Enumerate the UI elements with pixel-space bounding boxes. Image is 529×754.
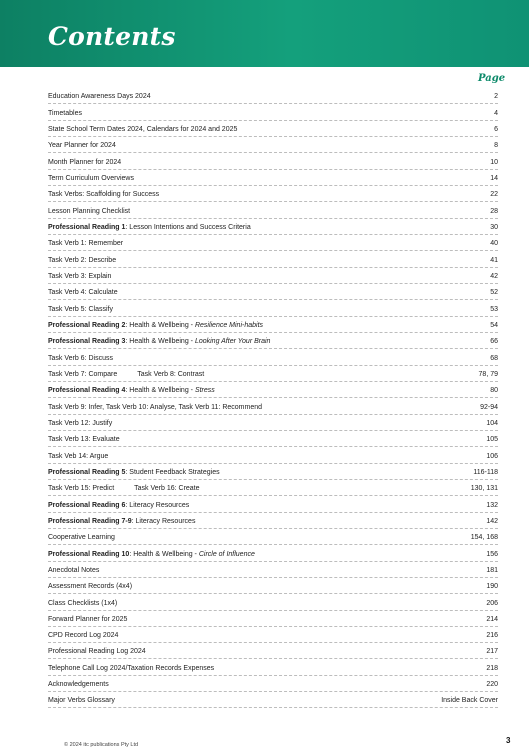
toc-entry[interactable]: [48, 186, 498, 202]
toc-entry[interactable]: [48, 627, 498, 643]
toc-entry-bold: Professional Reading 3: [48, 338, 126, 346]
toc-entry-text: Task Verb 3: Explain: [48, 272, 112, 280]
toc-entry-label: [48, 599, 117, 608]
toc-entry-label: [48, 533, 115, 542]
toc-entry-label: [48, 272, 111, 281]
toc-entry-label: [48, 174, 134, 183]
toc-entry[interactable]: [48, 317, 498, 333]
toc-entry-page: 130, 131: [470, 485, 498, 493]
toc-entry-text: Task Verb 9: Infer, Task Verb 10: Analyse, Task Verb 11: Recommend: [48, 403, 263, 411]
toc-entry-page: 214: [486, 615, 498, 623]
toc-entry[interactable]: [48, 692, 498, 708]
toc-entry-page: 42: [490, 272, 498, 280]
toc-entry-page: 190: [486, 583, 498, 591]
toc-entry-label: [48, 288, 118, 297]
toc-entry-text: Forward Planner for 2025: [48, 615, 128, 623]
toc-entry-text: : Literacy Resources: [131, 517, 196, 525]
toc-entry-text: Assessment Records (4x4): [48, 583, 133, 591]
toc-entry-text: Task Verb 7: Compare: [48, 370, 118, 378]
toc-entry[interactable]: [48, 578, 498, 594]
toc-entry-page: 218: [486, 664, 498, 672]
toc-entry-label: [48, 141, 116, 150]
toc-entry-text: State School Term Dates 2024, Calendars for 2024 and 2025: [48, 125, 238, 133]
toc-entry[interactable]: [48, 496, 498, 512]
toc-entry-second-label: Task Verb 16: Create: [134, 485, 200, 493]
toc-entry-text: Task Verb 4: Calculate: [48, 289, 118, 297]
toc-entry-text: Lesson Planning Checklist: [48, 207, 131, 215]
toc-entry-italic: Stress: [194, 387, 215, 395]
toc-entry-page: 78, 79: [478, 370, 498, 378]
toc-entry-page: 28: [490, 207, 498, 215]
toc-entry[interactable]: [48, 480, 498, 496]
toc-entry-page: 41: [490, 256, 498, 264]
toc-entry[interactable]: [48, 235, 498, 251]
toc-entry-text: Cooperative Learning: [48, 534, 115, 542]
toc-entry-bold: Professional Reading 4: [48, 387, 126, 395]
toc-entry-text: : Health & Wellbeing -: [125, 321, 195, 329]
toc-entry-text: Task Verb 5: Classify: [48, 305, 113, 313]
toc-entry-label: [48, 550, 255, 559]
toc-entry[interactable]: [48, 529, 498, 545]
toc-entry-page: 53: [490, 305, 498, 313]
toc-entry[interactable]: [48, 251, 498, 267]
toc-entry-text: : Student Feedback Strategies: [125, 468, 220, 476]
toc-entry-text: : Health & Wellbeing -: [125, 338, 195, 346]
toc-entry-page: 156: [486, 550, 498, 558]
toc-entry-text: Telephone Call Log 2024/Taxation Records Expenses: [48, 664, 215, 672]
toc-entry-bold: Professional Reading 2: [48, 321, 126, 329]
toc-entry-label: [48, 680, 109, 689]
toc-entry-text: : Health & Wellbeing -: [125, 387, 195, 395]
toc-entry-page: 6: [494, 125, 498, 133]
toc-entry[interactable]: [48, 284, 498, 300]
toc-entry[interactable]: [48, 431, 498, 447]
toc-entry-text: : Health & Wellbeing -: [129, 550, 199, 558]
toc-entry-page: 220: [486, 681, 498, 689]
toc-entry[interactable]: [48, 611, 498, 627]
toc-entry-label: [48, 158, 121, 167]
toc-entry[interactable]: [48, 349, 498, 365]
toc-entry-page: 217: [486, 648, 498, 656]
toc-entry-label: [48, 337, 270, 346]
toc-entry[interactable]: [48, 219, 498, 235]
toc-entry-page: 14: [490, 174, 498, 182]
toc-entry[interactable]: [48, 464, 498, 480]
table-of-contents: [48, 88, 498, 708]
toc-entry-page: 132: [486, 501, 498, 509]
toc-entry-text: Year Planner for 2024: [48, 142, 116, 150]
toc-entry-page: 216: [486, 632, 498, 640]
toc-entry-page: 66: [490, 338, 498, 346]
toc-entry[interactable]: [48, 300, 498, 316]
toc-entry-text: Task Verbs: Scaffolding for Success: [48, 191, 160, 199]
toc-entry-label: [48, 256, 116, 265]
toc-entry[interactable]: [48, 170, 498, 186]
toc-entry-label: [48, 517, 195, 526]
toc-entry-bold: Professional Reading 5: [48, 468, 126, 476]
toc-entry-label: [48, 484, 200, 493]
toc-entry-text: Task Verb 12: Justify: [48, 419, 113, 427]
toc-entry[interactable]: [48, 659, 498, 675]
toc-entry-page: 116-118: [473, 468, 498, 476]
toc-entry[interactable]: [48, 268, 498, 284]
toc-entry-label: [48, 582, 132, 591]
toc-entry-page: Inside Back Cover: [441, 697, 498, 705]
toc-entry-text: Professional Reading Log 2024: [48, 648, 146, 656]
toc-entry-page: 40: [490, 240, 498, 248]
toc-entry-page: 2: [494, 93, 498, 101]
toc-entry[interactable]: [48, 88, 498, 104]
toc-entry-text: Term Curriculum Overviews: [48, 174, 134, 182]
toc-entry-italic: Circle of Influence: [198, 550, 255, 558]
toc-entry-text: Task Verb 1: Remember: [48, 240, 124, 248]
toc-entry-page: 52: [490, 289, 498, 297]
toc-entry-text: Education Awareness Days 2024: [48, 93, 151, 101]
toc-entry-label: [48, 109, 82, 118]
toc-entry[interactable]: [48, 676, 498, 692]
page-column-heading: Page: [478, 73, 506, 84]
toc-entry-text: Task Verb 13: Evaluate: [48, 436, 120, 444]
toc-entry-page: 30: [490, 223, 498, 231]
toc-entry-page: 80: [490, 387, 498, 395]
copyright-notice: © 2024 itc publications Pty Ltd: [64, 742, 139, 748]
toc-entry-bold: Professional Reading 1: [48, 223, 126, 231]
toc-entry[interactable]: [48, 447, 498, 463]
toc-entry-text: Month Planner for 2024: [48, 158, 122, 166]
toc-entry-bold: Professional Reading 7-9: [48, 517, 132, 525]
toc-entry-page: 154, 168: [470, 534, 498, 542]
toc-entry-label: [48, 321, 263, 330]
toc-entry-label: [48, 615, 127, 624]
toc-entry-text: Major Verbs Glossary: [48, 697, 115, 705]
toc-entry[interactable]: [48, 104, 498, 120]
toc-entry[interactable]: [48, 153, 498, 169]
toc-entry-text: CPD Record Log 2024: [48, 632, 119, 640]
toc-entry-page: 104: [486, 419, 498, 427]
toc-entry-italic: Resilience Mini-habits: [194, 321, 264, 329]
toc-entry-label: [48, 696, 115, 705]
toc-entry-label: [48, 125, 237, 134]
toc-entry-page: 22: [490, 191, 498, 199]
toc-entry[interactable]: [48, 562, 498, 578]
toc-entry-page: 4: [494, 109, 498, 117]
toc-entry[interactable]: [48, 382, 498, 398]
toc-entry-text: : Literacy Resources: [125, 501, 190, 509]
toc-entry-label: [48, 354, 113, 363]
toc-entry[interactable]: [48, 333, 498, 349]
toc-entry-text: Task Veb 14: Argue: [48, 452, 109, 460]
toc-entry[interactable]: [48, 121, 498, 137]
toc-entry-label: [48, 305, 113, 314]
toc-entry-label: [48, 370, 204, 379]
toc-entry-page: 68: [490, 354, 498, 362]
toc-entry-text: Acknowledgements: [48, 681, 109, 689]
toc-entry[interactable]: [48, 594, 498, 610]
toc-entry-label: [48, 239, 123, 248]
toc-entry-italic: Looking After Your Brain: [194, 338, 271, 346]
toc-entry[interactable]: [48, 643, 498, 659]
toc-entry-page: 181: [486, 566, 498, 574]
header-banner: [0, 0, 529, 67]
toc-entry-text: Task Verb 15: Predict: [48, 485, 115, 493]
toc-entry[interactable]: [48, 137, 498, 153]
toc-entry-text: : Lesson Intentions and Success Criteria: [125, 223, 251, 231]
toc-entry[interactable]: [48, 202, 498, 218]
toc-entry-label: [48, 403, 262, 412]
toc-entry-bold: Professional Reading 10: [48, 550, 130, 558]
page-title: Contents: [48, 22, 176, 51]
toc-entry-page: 105: [486, 436, 498, 444]
toc-entry-text: Task Verb 6: Discuss: [48, 354, 113, 362]
toc-entry-label: [48, 452, 108, 461]
toc-entry-label: [48, 468, 220, 477]
toc-entry-text: Anecdotal Notes: [48, 566, 100, 574]
toc-entry-page: 8: [494, 142, 498, 150]
toc-entry[interactable]: [48, 398, 498, 414]
toc-entry-text: Task Verb 2: Describe: [48, 256, 117, 264]
toc-entry-label: [48, 92, 151, 101]
toc-entry[interactable]: [48, 415, 498, 431]
toc-entry-text: Timetables: [48, 109, 82, 117]
toc-entry-page: 106: [486, 452, 498, 460]
toc-entry-label: [48, 631, 118, 640]
toc-entry-page: 10: [490, 158, 498, 166]
toc-entry-label: [48, 566, 99, 575]
toc-entry-label: [48, 223, 251, 232]
toc-entry[interactable]: [48, 366, 498, 382]
toc-entry[interactable]: [48, 545, 498, 561]
toc-entry-page: 142: [486, 517, 498, 525]
toc-entry-label: [48, 664, 214, 673]
toc-entry-bold: Professional Reading 6: [48, 501, 126, 509]
toc-entry-page: 92-94: [480, 403, 498, 411]
toc-entry[interactable]: [48, 513, 498, 529]
toc-entry-label: [48, 647, 146, 656]
toc-entry-text: Class Checklists (1x4): [48, 599, 118, 607]
toc-entry-label: [48, 190, 159, 199]
page-number: 3: [506, 736, 511, 745]
toc-entry-label: [48, 386, 215, 395]
toc-entry-label: [48, 435, 120, 444]
toc-entry-label: [48, 501, 189, 510]
toc-entry-second-label: Task Verb 8: Contrast: [137, 370, 205, 378]
toc-entry-label: [48, 419, 112, 428]
toc-entry-page: 206: [486, 599, 498, 607]
toc-entry-page: 54: [490, 321, 498, 329]
toc-entry-label: [48, 207, 130, 216]
